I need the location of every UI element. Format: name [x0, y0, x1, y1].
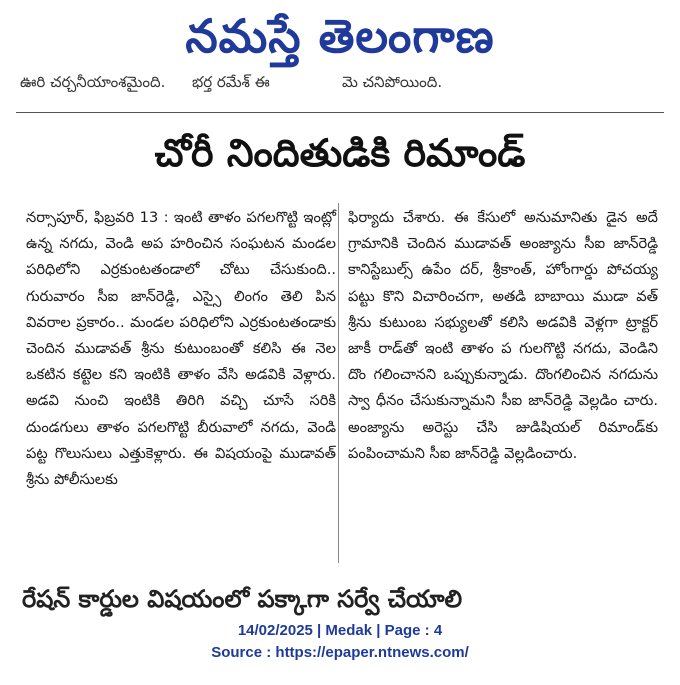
article-body-right: ఫిర్యాదు చేశారు. ఈ కేసులో అనుమానితు డైన అదే గ్రామానికి చెందిన ముడావత్ అంజ్యాను సీఐ జాన్‌రెడ్డి కానిస్టేబుల్స్ ఉపేం దర్, శ్రీకాంత్, హోంగార్డు పోచయ్య పట్టు కొని విచారించగా, అతడి బాబాయి ముడా వత్ శ్రీను కుటుంబ సభ్యులతో కలిసి అడవికి వెళ్లగా ట్రాక్టర్ జాకీ రాడ్‌తో ఇంటి తాళం ప గులగొట్టి నగదు, వెండిని దొం గలించానని ఒప్పుకున్నాడు. దొంగలించిన నగదును స్వా ధీనం చేసుకున్నామని సీఐ జాన్‌రెడ్డి వెల్లడిం చారు. అంజ్యాను అరెస్టు చేసి జుడిషియల్ రిమాండ్‌కు పంపించామని సీఐ జాన్‌రెడ్డి వెల్లడించారు.: [348, 209, 658, 462]
cut-next-article: [22, 583, 662, 613]
cut-text-fragment: మె చనిపోయింది.: [342, 73, 443, 91]
column-divider: [338, 203, 339, 563]
newspaper-logo: నమస్తే తెలంగాణ: [185, 9, 495, 63]
article-body-left: నర్సాపూర్, ఫిబ్రవరి 13 : ఇంటి తాళం పగలగొట్టి ఇంట్లో ఉన్న నగదు, వెండి అప హరించిన సంఘటన మండల పరిధిలోని ఎర్రకుంటతండాలో చోటు చేసుకుంది.. గురువారం సీఐ జాన్‌రెడ్డి, ఎస్సై లింగం తెలి పిన వివరాల ప్రకారం.. మండల పరిధిలోని ఎర్రకుంటతండాకు చెందిన ముడావత్ శ్రీను కుటుంబంతో కలిసి ఈ నెల ఒకటిన కట్టెల కని ఇంటికి తాళం వేసి అడవికి వెళ్లారు. అడవి నుంచి ఇంటికి తిరిగి వచ్చి చూసే సరికి దుండగులు తాళం పగలగొట్టి బీరువాలో నగదు, వెండి పట్ట గొలుసులు ఎత్తుకెళ్లారు. ఈ విషయంపై ముడావత్ శ్రీను పోలీసులకు: [26, 209, 336, 489]
cut-headline-fragment: రేషన్ కార్డుల విషయంలో పక్కాగా సర్వే చేయాలి: [22, 585, 463, 613]
clipping-footer: [0, 620, 680, 664]
article-column-left: [26, 205, 336, 493]
cut-text-fragment: ఊరి చర్చనీయాంశమైంది.: [20, 73, 166, 91]
divider: [16, 112, 664, 113]
article-headline: చోరీ నిందితుడికి రిమాండ్: [154, 131, 526, 175]
cut-text-fragment: భర్త రమేశ్ ఈ: [192, 73, 270, 91]
edition-info: 14/02/2025 | Medak | Page : 4: [237, 622, 443, 639]
masthead: [0, 6, 680, 66]
source-link[interactable]: Source : https://epaper.ntnews.com/: [211, 644, 469, 661]
article-clipping: [12, 73, 668, 613]
article-column-right: [348, 205, 658, 467]
